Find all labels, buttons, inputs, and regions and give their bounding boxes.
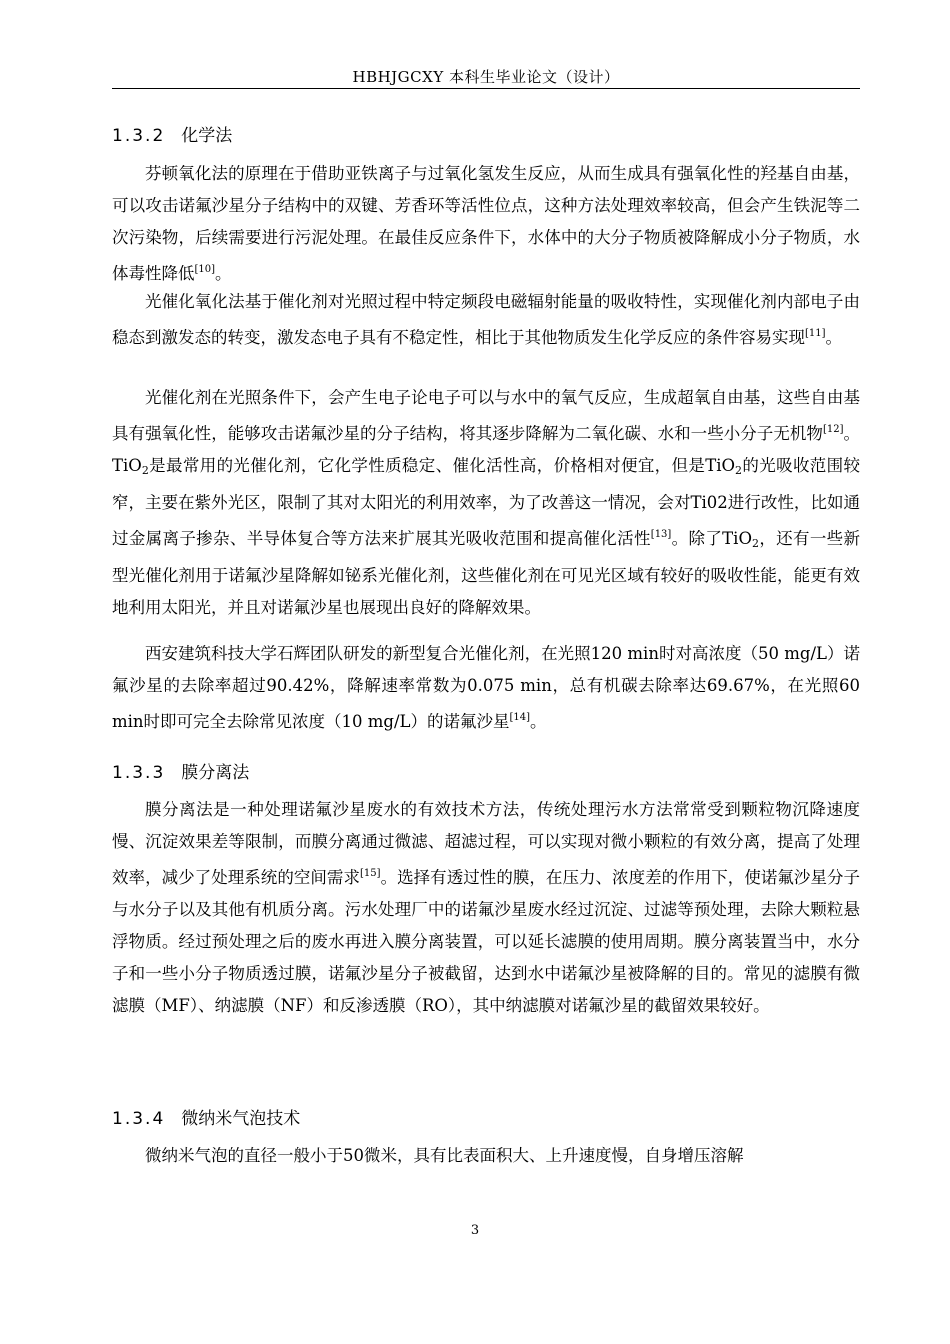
paragraph-text: 芬顿氧化法的原理在于借助亚铁离子与过氧化氢发生反应，从而生成具有强氧化性的羟基自由基，可以攻击诺氟沙星分子结构中的双键、芳香环等活性位点，这种方法处理效率较高，但会产生铁泥等二次污染物，后续需要进行污泥处理。在最佳反应条件下，水体中的大分子物质被降解成小分子物质，水体毒性降低 — [112, 164, 860, 283]
paragraph-text: 是最常用的光催化剂，它化学性质稳定、催化活性高，价格相对便宜，但是TiO — [148, 456, 736, 475]
paragraph-photocatalyst — [112, 382, 860, 624]
paragraph-text: 微纳米气泡的直径一般小于50微米，具有比表面积大、上升速度慢，自身增压溶解 — [145, 1146, 744, 1165]
section-number: 1.3.2 — [112, 126, 166, 146]
section-title: 膜分离法 — [181, 763, 250, 783]
page-header: HBHJGCXY 本科生毕业论文（设计） — [352, 68, 620, 86]
paragraph-text: 。除了TiO — [671, 529, 752, 548]
citation-ref: [12] — [822, 424, 844, 435]
paragraph-text: 光催化氧化法基于催化剂对光照过程中特定频段电磁辐射能量的吸收特性，实现催化剂内部电子由稳态到激发态的转变，激发态电子具有不稳定性，相比于其他物质发生化学反应的条件容易实现 — [112, 292, 860, 347]
section-number: 1.3.3 — [112, 763, 166, 783]
citation-ref: [14] — [509, 712, 531, 723]
paragraph-micro-nano-bubble — [112, 1140, 860, 1172]
subscript: 2 — [735, 464, 743, 477]
citation-ref: [15] — [360, 868, 381, 879]
paragraph-text: 西安建筑科技大学石辉团队研发的新型复合光催化剂，在光照120 min时对高浓度（50 mg/L）诺氟沙星的去除率超过90.42%，降解速率常数为0.075 min，总有机碳去除率达69.67%，在光照60 min时即可完全去除常见浓度（10 mg/L）的诺氟沙星 — [112, 644, 860, 731]
paragraph-end: 。 — [530, 712, 547, 731]
section-heading-1-3-2 — [112, 121, 232, 146]
paragraph-end: 。 — [825, 328, 843, 347]
paragraph-text: ，还有一些新型光催化剂用于诺氟沙星降解如铋系光催化剂，这些催化剂在可见光区域有较好的吸收性能，能更有效地利用太阳光，并且对诺氟沙星也展现出良好的降解效果。 — [112, 529, 861, 617]
paragraph-xauat-study — [112, 638, 860, 738]
paragraph-text: 膜分离法是一种处理诺氟沙星废水的有效技术方法，传统处理污水方法常常受到颗粒物沉降速度慢、沉淀效果差等限制，而膜分离通过微滤、超滤过程，可以实现对微小颗粒的有效分离，提高了处理效率，减少了处理系统的空间需求 — [112, 800, 860, 887]
section-title: 化学法 — [181, 126, 233, 146]
section-heading-1-3-3 — [112, 758, 249, 783]
paragraph-text: 。TiO — [112, 424, 861, 475]
section-number: 1.3.4 — [112, 1109, 166, 1129]
paragraph-membrane — [112, 794, 860, 1022]
paragraph-fenton — [112, 158, 860, 290]
citation-ref: [13] — [650, 529, 672, 540]
header-rule — [112, 88, 860, 89]
section-heading-1-3-4 — [112, 1104, 300, 1129]
paragraph-text: 。选择有透过性的膜，在压力、浓度差的作用下，使诺氟沙星分子与水分子以及其他有机质分离。污水处理厂中的诺氟沙星废水经过沉淀、过滤等预处理，去除大颗粒悬浮物质。经过预处理之后的废水再进入膜分离装置，可以延长滤膜的使用周期。膜分离装置当中，水分子和一些小分子物质透过膜，诺氟沙星分子被截留，达到水中诺氟沙星被降解的目的。常见的滤膜有微滤膜（MF）、纳滤膜（NF）和反渗透膜（RO），其中纳滤膜对诺氟沙星的截留效果较好。 — [112, 868, 861, 1015]
paragraph-photocatalytic — [112, 286, 860, 354]
section-title: 微纳米气泡技术 — [181, 1109, 301, 1129]
paragraph-end: 。 — [215, 264, 232, 283]
subscript: 2 — [141, 464, 149, 477]
citation-ref: [11] — [805, 328, 826, 339]
page-number: 3 — [470, 1223, 480, 1238]
paragraph-text: 光催化剂在光照条件下，会产生电子论电子可以与水中的氧气反应，生成超氧自由基，这些自由基具有强氧化性，能够攻击诺氟沙星的分子结构，将其逐步降解为二氧化碳、水和一些小分子无机物 — [112, 388, 860, 443]
paragraph-text: 的光吸收范围较窄，主要在紫外光区，限制了其对太阳光的利用效率，为了改善这一情况，会对Ti02进行改性，比如通过金属离子掺杂、半导体复合等方法来扩展其光吸收范围和提高催化活性 — [112, 456, 861, 548]
subscript: 2 — [752, 537, 759, 550]
citation-ref: [10] — [194, 264, 216, 275]
